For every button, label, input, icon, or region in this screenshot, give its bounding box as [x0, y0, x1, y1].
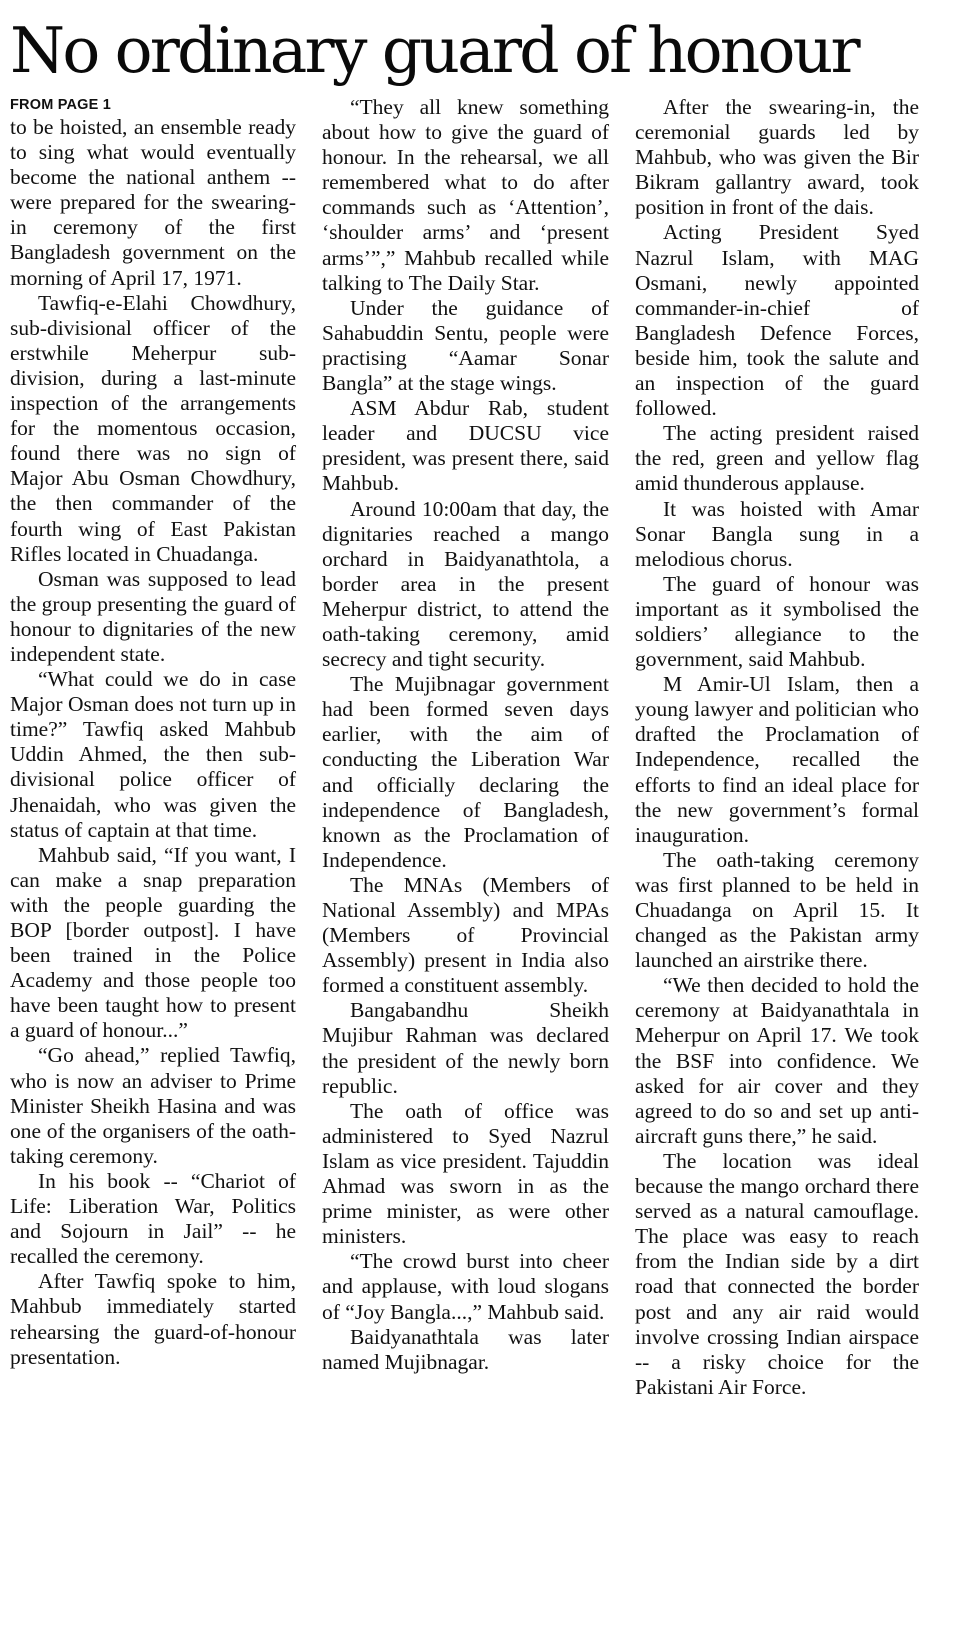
paragraph: M Amir-Ul Islam, then a young lawyer and politician who drafted the Proclamation of Independence, recalled the efforts to find an ideal place for the new government’s formal inauguration.: [635, 672, 919, 847]
continuation-kicker: FROM PAGE 1: [10, 97, 112, 113]
paragraph: Under the guidance of Sahabuddin Sentu, people were practising “Aamar Sonar Bangla” at the stage wings.: [322, 295, 609, 396]
paragraph: It was hoisted with Amar Sonar Bangla sung in a melodious chorus.: [635, 496, 919, 571]
paragraph: Acting President Syed Nazrul Islam, with MAG Osmani, newly appointed commander-in-chief of Bangladesh Defence Forces, beside him, took the salute and an inspection of the guard followed.: [635, 220, 919, 421]
paragraph: The MNAs (Members of National Assembly) and MPAs (Members of Provincial Assembly) present in India also formed a constituent assembly.: [322, 872, 609, 998]
paragraph: Baidyanathtala was later named Mujibnagar.: [322, 1324, 609, 1374]
paragraph: “The crowd burst into cheer and applause, with loud slogans of “Joy Bangla...,” Mahbub said.: [322, 1249, 609, 1324]
paragraph: After Tawfiq spoke to him, Mahbub immediately started rehearsing the guard-of-honour presentation.: [10, 1269, 296, 1369]
article-column-1: [10, 95, 296, 1370]
article-column-2: [322, 95, 609, 1375]
paragraph: Tawfiq-e-Elahi Chowdhury, sub-divisional officer of the erstwhile Meherpur sub-division, during a last-minute inspection of the arrangements for the momentous occasion, found there was no sign of Major Abu Osman Chowdhury, the then commander of the fourth wing of East Pakistan Rifles located in Chuadanga.: [10, 290, 296, 566]
paragraph: “What could we do in case Major Osman does not turn up in time?” Tawfiq asked Mahbub Uddin Ahmed, the then sub-divisional police officer of Jhenaidah, who was given the status of captain at that time.: [10, 667, 296, 842]
paragraph: Bangabandhu Sheikh Mujibur Rahman was declared the president of the newly born republic.: [322, 998, 609, 1098]
paragraph: The oath-taking ceremony was first planned to be held in Chuadanga on April 15. It changed as the Pakistan army launched an airstrike there.: [635, 847, 919, 973]
article-column-3: [635, 95, 919, 1400]
paragraph: “We then decided to hold the ceremony at Baidyanathtala in Meherpur on April 17. We took the BSF into confidence. We asked for air cover and they agreed to do so and set up anti-aircraft guns there,” he said.: [635, 973, 919, 1148]
paragraph: After the swearing-in, the ceremonial guards led by Mahbub, who was given the Bir Bikram gallantry award, took position in front of the dais.: [635, 95, 919, 220]
article-headline: No ordinary guard of honour: [10, 14, 858, 87]
paragraph: to be hoisted, an ensemble ready to sing what would eventually become the national anthem -- were prepared for the swearing-in ceremony of the first Bangladesh government on the morning of April 17, 1971.: [10, 115, 296, 290]
paragraph: Osman was supposed to lead the group presenting the guard of honour to dignitaries of the new independent state.: [10, 566, 296, 666]
paragraph: The location was ideal because the mango orchard there served as a natural camouflage. The place was easy to reach from the Indian side by a dirt road that connected the border post and any air raid would involve crossing Indian airspace -- a risky choice for the Pakistani Air Force.: [635, 1148, 919, 1399]
paragraph: ASM Abdur Rab, student leader and DUCSU vice president, was present there, said Mahbub.: [322, 396, 609, 496]
paragraph: Mahbub said, “If you want, I can make a snap preparation with the people guarding the BOP [border outpost]. I have been trained in the Police Academy and those people too have been taught how to present a guard of honour...”: [10, 842, 296, 1043]
paragraph: In his book -- “Chariot of Life: Liberation War, Politics and Sojourn in Jail” -- he recalled the ceremony.: [10, 1168, 296, 1269]
paragraph: The guard of honour was important as it symbolised the soldiers’ allegiance to the government, said Mahbub.: [635, 571, 919, 672]
paragraph: Around 10:00am that day, the dignitaries reached a mango orchard in Baidyanathtola, a border area in the present Meherpur district, to attend the oath-taking ceremony, amid secrecy and tight security.: [322, 496, 609, 672]
paragraph: “Go ahead,” replied Tawfiq, who is now an adviser to Prime Minister Sheikh Hasina and was one of the organisers of the oath-taking ceremony.: [10, 1043, 296, 1168]
paragraph: The oath of office was administered to Syed Nazrul Islam as vice president. Tajuddin Ahmad was sworn in as the prime minister, as were other ministers.: [322, 1098, 609, 1249]
paragraph: “They all knew something about how to give the guard of honour. In the rehearsal, we all remembered what to do after commands such as ‘Attention’, ‘shoulder arms’ and ‘present arms’”,” Mahbub recalled while talking to The Daily Star.: [322, 95, 609, 295]
paragraph: The acting president raised the red, green and yellow flag amid thunderous applause.: [635, 421, 919, 496]
paragraph: The Mujibnagar government had been formed seven days earlier, with the aim of conducting the Liberation War and officially declaring the independence of Bangladesh, known as the Proclamation of Independence.: [322, 672, 609, 872]
